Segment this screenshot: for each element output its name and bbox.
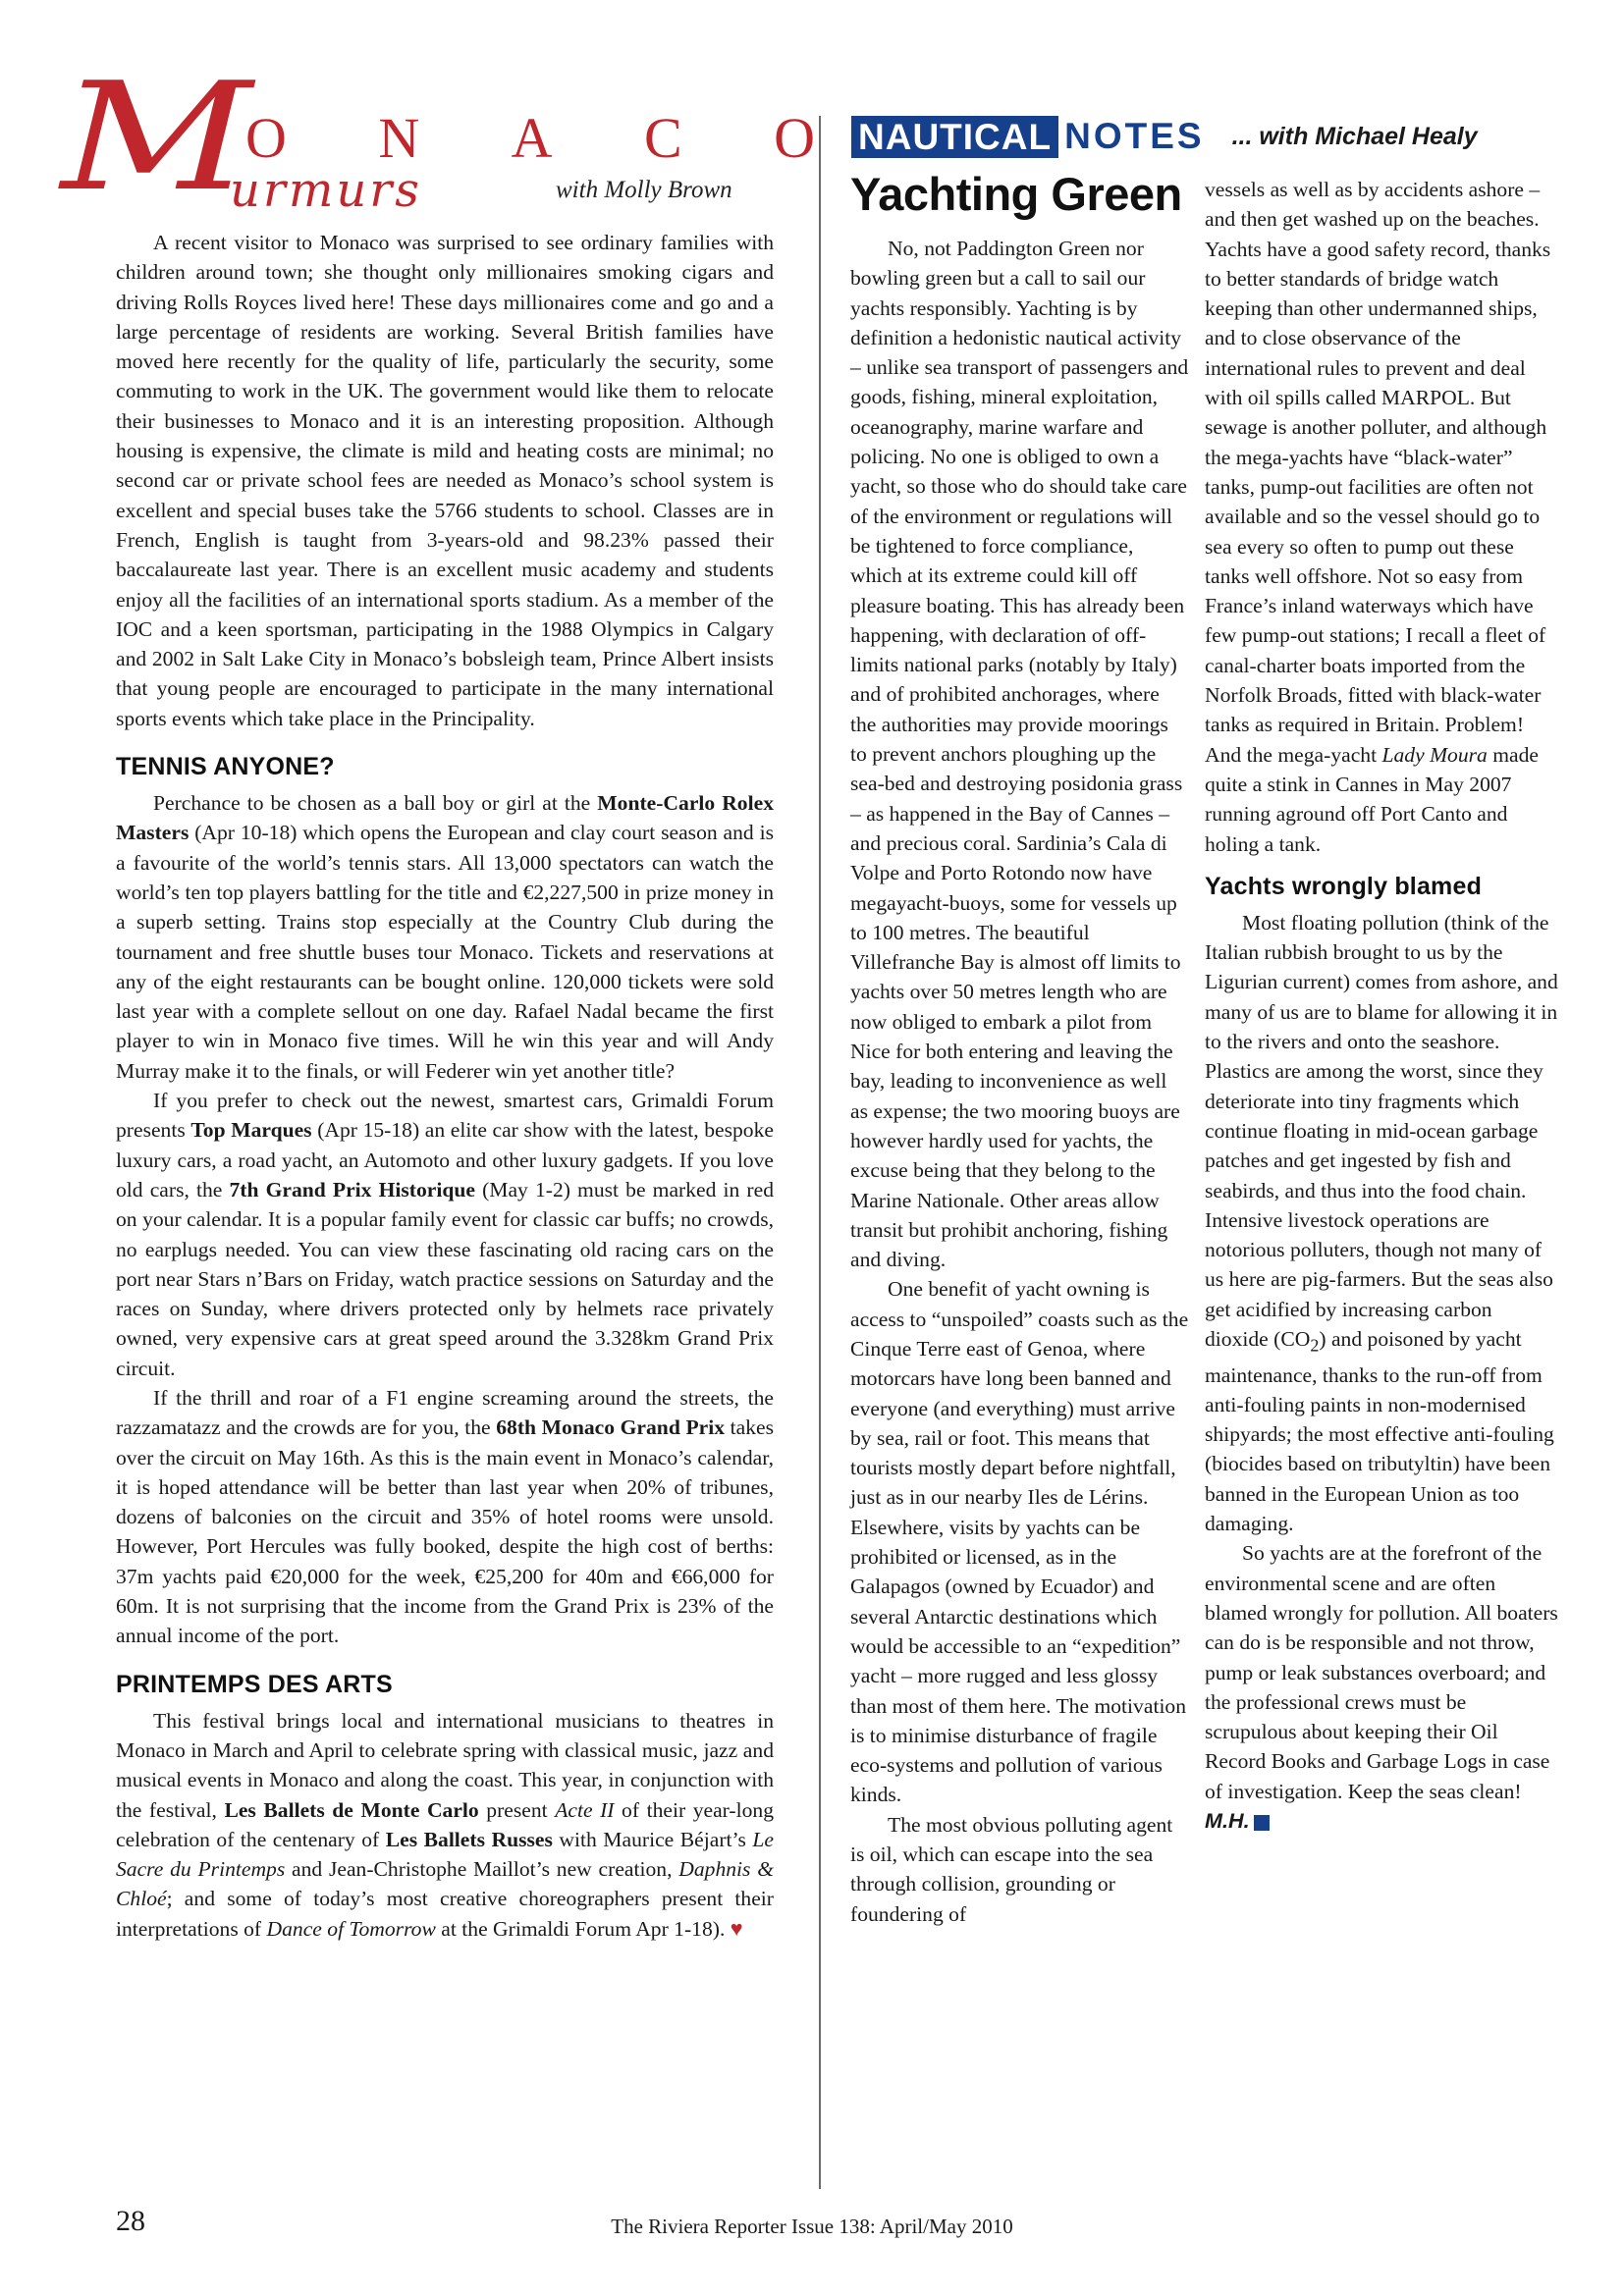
arts-heading: PRINTEMPS DES ARTS	[116, 1670, 393, 1698]
tennis-paragraph: Perchance to be chosen as a ball boy or girl at the Monte-Carlo Rolex Masters (Apr 10-18) which opens the European and clay court season and is a favourite of the world’s tennis stars. All 13,000 spectators can watch the world’s ten top players battling for the title and €2,227,500 in prize money in a superb setting. Trains stop especially at the Country Club during the tournament and free shuttle buses tour Monaco. Tickets and reservations at any of the eight restaurants can be bought online. 120,000 tickets were sold last year with a complete sellout on one day. Rafael Nadal became the first player to win in Monaco five times. Will he win this year and will Andy Murray make it to the finals, or will Federer win yet another title?	[116, 791, 774, 1083]
publication-footer: The Riviera Reporter Issue 138: April/May 2010	[611, 2215, 1013, 2238]
masthead-letter: O	[245, 106, 287, 170]
article-paragraph: One benefit of yacht owning is access to “unspoiled” coasts such as the Cinque Terre east of Genoa, where motorcars have long been banned and everyone (and everything) must arrive by sea, rail or foot. This means that tourists mostly depart before nightfall, just as in our nearby Iles de Lérins. Elsewhere, visits by yachts can be prohibited or licensed, as in the Galapagos (owned by Ecuador) and several Antarctic destinations which would be accessible to an “expedition” yacht – more rugged and less glossy than most of them here. The motivation is to minimise disturbance of fragile eco-systems and pollution of various kinds.	[850, 1277, 1189, 1807]
nautical-label: NAUTICAL	[851, 116, 1058, 158]
author-signature: M.H.	[1205, 1808, 1250, 1834]
intro-paragraph: A recent visitor to Monaco was surprised to see ordinary families with children around town; she thought only millionaires smoking cigars and driving Rolls Royces lived here! These days millionaires come and go and a large percentage of residents are working. Several British families have moved here recently for the quality of life, particularly the security, some commuting to work in the UK. The government would like them to relocate their businesses to Monaco and it is an interesting proposition. Although housing is expensive, the climate is mild and heating costs are minimal; no second car or private school fees are needed as Monaco’s school system is excellent and special buses take the 5766 students to school. Classes are in French, English is taught from 3-years-old and 98.23% passed their baccalaureate last year. There is an excellent music academy and students enjoy all the facilities of an international sports stadium. As a member of the IOC and a keen sportsman, participating in the 1988 Olympics in Calgary and 2002 in Salt Lake City in Monaco’s bobsleigh team, Prince Albert insists that young people are encouraged to participate in the many international sports events which take place in the Principality.	[116, 231, 774, 730]
masthead-letter: N	[378, 106, 420, 170]
article-paragraph: Most floating pollution (think of the Italian rubbish brought to us by the Ligurian current) comes from ashore, and many of us are to blame for allowing it in to the rivers and onto the seashore. Plastics are among the worst, since they deteriorate into tiny fragments which continue floating in mid-ocean garbage patches and get ingested by fish and seabirds, and thus into the food chain. Intensive livestock operations are notorious polluters, though not many of us here are pig-farmers. But the seas also get acidified by increasing carbon dioxide $(CO_2)$ and poisoned by yacht maintenance, thanks to the run-off from anti-fouling paints in non-modernised shipyards; the most effective anti-fouling (biocides based on tributyltin) have been banned in the European Union as too damaging.	[1205, 910, 1558, 1536]
masthead-letter: O	[774, 106, 815, 170]
monaco-murmurs-column	[116, 228, 774, 1944]
heart-icon: ♥	[730, 1916, 743, 1941]
masthead-initial-m: M	[61, 50, 252, 224]
nautical-byline: ... with Michael Healy	[1231, 122, 1478, 150]
article-title: Yachting Green	[850, 168, 1182, 220]
grand-prix-paragraph: If the thrill and roar of a F1 engine screaming around the streets, the razzamatazz and the crowds are for you, the 68th Monaco Grand Prix takes over the circuit on May 16th. As this is the main event in Monaco’s calendar, it is hoped attendance will be better than last year when 20% of tribunes, dozens of balconies on the circuit and 35% of hotel rooms were unsold. However, Port Hercules was fully booked, despite the high cost of berths: 37m yachts paid €20,000 for the week, €25,200 for 40m and €66,000 for 60m. It is not surprising that the income from the Grand Prix is 23% of the annual income of the port.	[116, 1385, 775, 1648]
notes-label: NOTES	[1064, 116, 1205, 156]
end-mark-icon	[1254, 1815, 1270, 1831]
tennis-heading: TENNIS ANYONE?	[116, 753, 335, 781]
monaco-byline: with Molly Brown	[556, 177, 732, 203]
masthead-urmurs: urmurs	[230, 163, 422, 218]
nautical-column-1	[850, 234, 1189, 1929]
column-divider	[819, 116, 821, 2189]
nautical-column-2	[1205, 175, 1558, 1836]
article-paragraph: The most obvious polluting agent is oil, which can escape into the sea through collision, grounding or foundering of	[850, 1812, 1173, 1926]
masthead-letter: C	[643, 106, 682, 170]
nautical-notes-masthead	[851, 116, 1478, 157]
yachts-heading: Yachts wrongly blamed	[1205, 872, 1483, 900]
arts-paragraph: This festival brings local and international musicians to theatres in Monaco in March and April to celebrate spring with classical music, jazz and musical events in Monaco and along the coast. This year, in conjunction with the festival, Les Ballets de Monte Carlo present Acte II of their year-long celebration of the centenary of Les Ballets Russes with Maurice Béjart’s Le Sacre du Printemps and Jean-Christophe Maillot’s new creation, Daphnis & Chloé; and some of today’s most creative choreographers present their interpretations of Dance of Tomorrow at the Grimaldi Forum Apr 1-18). ♥	[116, 1708, 775, 1941]
page-number: 28	[116, 2205, 145, 2237]
masthead-onaco	[245, 106, 815, 170]
monaco-murmurs-masthead	[59, 50, 815, 224]
masthead-letter: A	[511, 106, 553, 170]
article-paragraph: No, not Paddington Green nor bowling green but a call to sail our yachts responsibly. Yachting is by definition a hedonistic nautical activity – unlike sea transport of passengers and goods, fishing, mineral exploitation, oceanography, marine warfare and policing. No one is obliged to own a yacht, so those who do should take care of the environment or regulations will be tightened to force compliance, which at its extreme could kill off pleasure boating. This has already been happening, with declaration of off-limits national parks (notably by Italy) and of prohibited anchorages, where the authorities may provide moorings to prevent anchors ploughing up the sea-bed and destroying posidonia grass – as happened in the Bay of Cannes – and precious coral. Sardinia’s Cala di Volpe and Porto Rotondo now have megayacht-buoys, some for vessels up to 100 metres. The beautiful Villefranche Bay is almost off limits to yachts over 50 metres length who are now obliged to embark a pilot from Nice for both entering and leaving the bay, leading to inconvenience as well as expense; the two mooring buoys are however hardly used for yachts, the excuse being that they belong to the Marine Nationale. Other areas allow transit but prohibit anchoring, fishing and diving.	[850, 237, 1189, 1272]
article-paragraph: vessels as well as by accidents ashore – and then get washed up on the beaches. Yachts have a good safety record, thanks to better standards of bridge watch keeping than other undermanned ships, and to close observance of the international rules to prevent and deal with oil spills called MARPOL. But sewage is another polluter, and although the mega-yachts have “black-water” tanks, pump-out facilities are often not available and so the vessel should go to sea every so often to pump out these tanks well offshore. Not so easy from France’s inland waterways which have few pump-out stations; I recall a fleet of canal-charter boats imported from the Norfolk Broads, fitted with black-water tanks as required in Britain. Problem! And the mega-yacht Lady Moura made quite a stink in Cannes in May 2007 running aground off Port Canto and holing a tank.	[1205, 178, 1551, 856]
article-paragraph: So yachts are at the forefront of the environmental scene and are often blamed wrongly for pollution. All boaters can do is be responsible and not throw, pump or leak substances overboard; and the professional crews must be scrupulous about keeping their Oil Record Books and Garbage Logs in case of investigation. Keep the seas clean! M.H.	[1205, 1541, 1558, 1834]
cars-paragraph: If you prefer to check out the newest, smartest cars, Grimaldi Forum presents Top Marques (Apr 15-18) an elite car show with the latest, bespoke luxury cars, a road yacht, an Automoto and other luxury gadgets. If you love old cars, the 7th Grand Prix Historique (May 1-2) must be marked in red on your calendar. It is a popular family event for classic car buffs; no crowds, no earplugs needed. You can view these fascinating old racing cars on the port near Stars n’Bars on Friday, watch practice sessions on Saturday and the races on Sunday, where drivers protected only by helmets race privately owned, very expensive cars at great speed around the 3.328km Grand Prix circuit.	[116, 1089, 774, 1380]
